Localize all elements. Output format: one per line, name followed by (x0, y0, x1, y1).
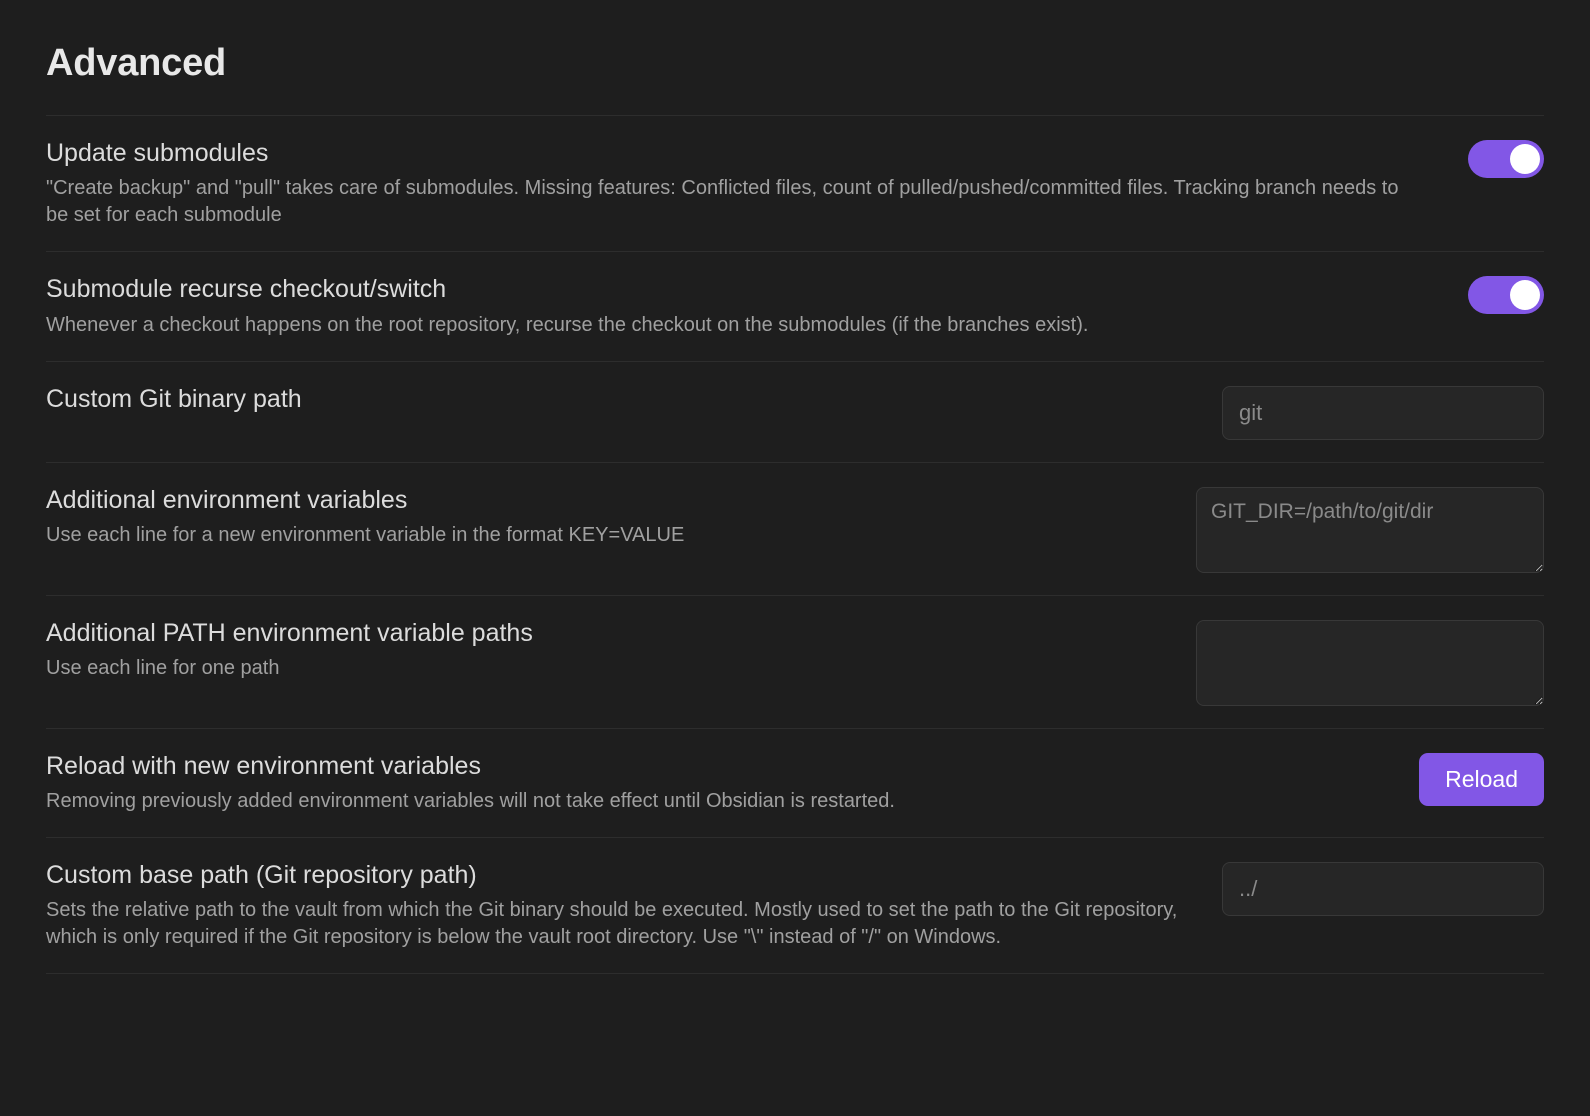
reload-button[interactable]: Reload (1419, 753, 1544, 806)
setting-control (1468, 274, 1544, 314)
setting-info (46, 751, 1395, 815)
setting-description: Whenever a checkout happens on the root repository, recurse the checkout on the submodules (if the branches exist). (46, 313, 1089, 336)
setting-info (46, 860, 1198, 951)
setting-control (1196, 618, 1544, 706)
setting-description: Removing previously added environment variables will not take effect until Obsidian is restarted. (46, 789, 895, 812)
page-title: Advanced (46, 42, 227, 84)
setting-control (1222, 384, 1544, 440)
custom-git-binary-path-input[interactable] (1222, 386, 1544, 440)
setting-name: Additional environment variables (46, 485, 408, 514)
toggle-update-submodules[interactable] (1468, 140, 1544, 178)
setting-row-custom-git-binary-path (46, 361, 1544, 462)
setting-name: Reload with new environment variables (46, 751, 481, 780)
toggle-knob (1510, 280, 1540, 310)
setting-info (46, 384, 1198, 421)
setting-info (46, 138, 1444, 229)
bottom-divider (46, 973, 1544, 974)
setting-name: Update submodules (46, 139, 269, 167)
setting-name: Custom Git binary path (46, 384, 302, 413)
setting-description: Use each line for one path (46, 656, 280, 679)
additional-environment-variables-textarea[interactable] (1196, 487, 1544, 573)
toggle-knob (1510, 144, 1540, 174)
setting-control (1222, 860, 1544, 916)
custom-base-path-input[interactable] (1222, 862, 1544, 916)
setting-row-additional-environment-variables (46, 462, 1544, 595)
setting-name: Additional PATH environment variable paths (46, 618, 533, 647)
setting-description: Sets the relative path to the vault from which the Git binary should be executed. Mostly used to set the path to the Git repository, which is only required if the Git repository is below the vault root directory. Use "\" instead of "/" on Windows. (46, 899, 1178, 948)
setting-row-update-submodules (46, 115, 1544, 251)
setting-row-submodule-recurse-checkout (46, 251, 1544, 360)
setting-info (46, 618, 1172, 682)
setting-row-custom-base-path (46, 837, 1544, 973)
setting-description: "Create backup" and "pull" takes care of submodules. Missing features: Conflicted files, count of pulled/pushed/committed files. Tracking branch needs to be set for each submodule (46, 177, 1399, 227)
setting-control (1419, 751, 1544, 806)
setting-info (46, 274, 1444, 338)
setting-name: Submodule recurse checkout/switch (46, 275, 447, 304)
setting-row-additional-path-environment-variable-paths (46, 595, 1544, 728)
additional-path-environment-variable-paths-textarea[interactable] (1196, 620, 1544, 706)
setting-control (1468, 138, 1544, 178)
setting-description: Use each line for a new environment variable in the format KEY=VALUE (46, 523, 685, 546)
toggle-submodule-recurse-checkout[interactable] (1468, 276, 1544, 314)
setting-control (1196, 485, 1544, 573)
setting-row-reload-environment-variables (46, 728, 1544, 837)
setting-name: Custom base path (Git repository path) (46, 860, 477, 889)
setting-info (46, 485, 1172, 549)
